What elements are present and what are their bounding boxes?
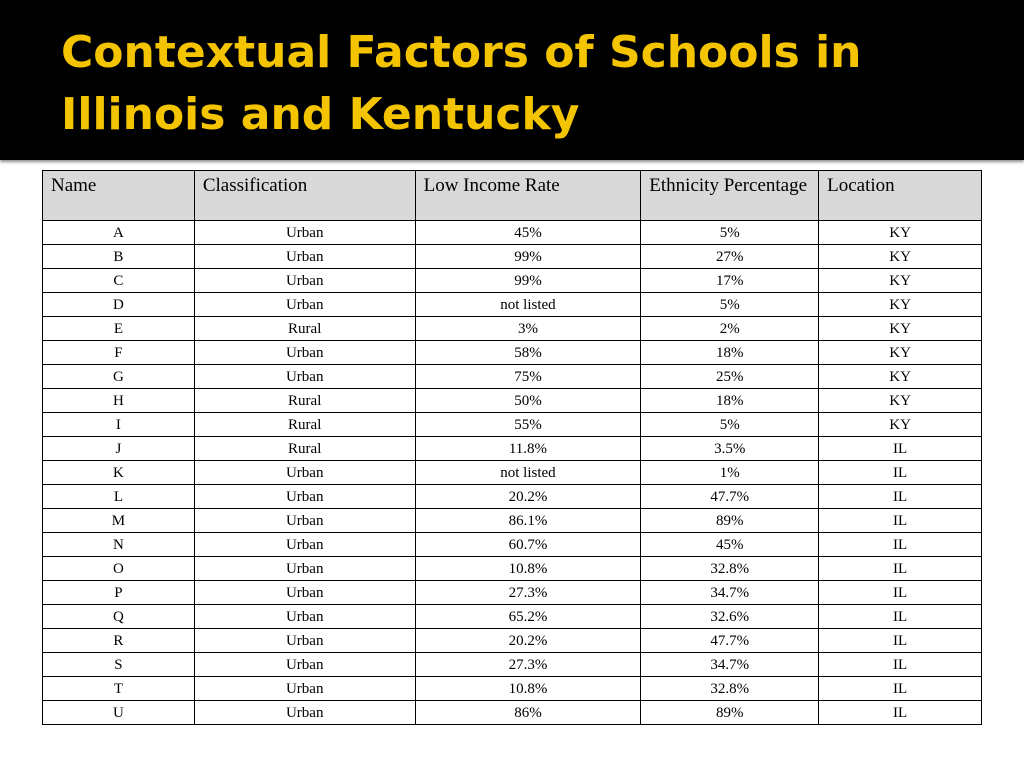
table-row bbox=[43, 269, 982, 293]
cell-ethnicity-percentage: 34.7% bbox=[641, 653, 819, 677]
cell-classification: Urban bbox=[194, 557, 415, 581]
cell-ethnicity-percentage: 32.8% bbox=[641, 677, 819, 701]
cell-ethnicity-percentage: 27% bbox=[641, 245, 819, 269]
table-row bbox=[43, 389, 982, 413]
header-low-income-rate: Low Income Rate bbox=[415, 171, 641, 221]
cell-low-income-rate: 86% bbox=[415, 701, 641, 725]
cell-classification: Urban bbox=[194, 533, 415, 557]
cell-classification: Rural bbox=[194, 317, 415, 341]
table-row bbox=[43, 677, 982, 701]
cell-classification: Urban bbox=[194, 677, 415, 701]
cell-low-income-rate: 99% bbox=[415, 245, 641, 269]
cell-location: IL bbox=[819, 437, 982, 461]
cell-name: H bbox=[43, 389, 195, 413]
table-row bbox=[43, 245, 982, 269]
table-row bbox=[43, 293, 982, 317]
cell-low-income-rate: 27.3% bbox=[415, 653, 641, 677]
cell-low-income-rate: 65.2% bbox=[415, 605, 641, 629]
table-row bbox=[43, 413, 982, 437]
cell-ethnicity-percentage: 5% bbox=[641, 293, 819, 317]
cell-classification: Urban bbox=[194, 365, 415, 389]
table-row bbox=[43, 581, 982, 605]
cell-name: S bbox=[43, 653, 195, 677]
cell-classification: Rural bbox=[194, 413, 415, 437]
header-classification: Classification bbox=[194, 171, 415, 221]
cell-name: L bbox=[43, 485, 195, 509]
table-row bbox=[43, 629, 982, 653]
cell-location: KY bbox=[819, 341, 982, 365]
table-row bbox=[43, 437, 982, 461]
cell-low-income-rate: 11.8% bbox=[415, 437, 641, 461]
cell-name: R bbox=[43, 629, 195, 653]
table-header-row bbox=[43, 171, 982, 221]
table-row bbox=[43, 557, 982, 581]
cell-classification: Urban bbox=[194, 509, 415, 533]
cell-name: N bbox=[43, 533, 195, 557]
cell-low-income-rate: 3% bbox=[415, 317, 641, 341]
cell-ethnicity-percentage: 18% bbox=[641, 389, 819, 413]
cell-ethnicity-percentage: 5% bbox=[641, 413, 819, 437]
cell-location: KY bbox=[819, 389, 982, 413]
cell-low-income-rate: 10.8% bbox=[415, 557, 641, 581]
table-row bbox=[43, 701, 982, 725]
cell-low-income-rate: 50% bbox=[415, 389, 641, 413]
cell-name: G bbox=[43, 365, 195, 389]
cell-ethnicity-percentage: 89% bbox=[641, 509, 819, 533]
cell-low-income-rate: 27.3% bbox=[415, 581, 641, 605]
cell-low-income-rate: 10.8% bbox=[415, 677, 641, 701]
cell-ethnicity-percentage: 1% bbox=[641, 461, 819, 485]
cell-name: K bbox=[43, 461, 195, 485]
table-row bbox=[43, 605, 982, 629]
cell-name: D bbox=[43, 293, 195, 317]
cell-ethnicity-percentage: 32.8% bbox=[641, 557, 819, 581]
cell-name: Q bbox=[43, 605, 195, 629]
cell-location: IL bbox=[819, 653, 982, 677]
slide-title: Contextual Factors of Schools in Illinois and Kentucky bbox=[61, 27, 862, 140]
cell-location: IL bbox=[819, 701, 982, 725]
cell-ethnicity-percentage: 45% bbox=[641, 533, 819, 557]
cell-low-income-rate: 99% bbox=[415, 269, 641, 293]
cell-name: A bbox=[43, 221, 195, 245]
cell-ethnicity-percentage: 3.5% bbox=[641, 437, 819, 461]
cell-location: KY bbox=[819, 245, 982, 269]
cell-location: IL bbox=[819, 509, 982, 533]
cell-low-income-rate: 20.2% bbox=[415, 629, 641, 653]
header-ethnicity-percentage: Ethnicity Percentage bbox=[641, 171, 819, 221]
cell-location: KY bbox=[819, 365, 982, 389]
cell-low-income-rate: 60.7% bbox=[415, 533, 641, 557]
cell-classification: Urban bbox=[194, 293, 415, 317]
cell-classification: Rural bbox=[194, 437, 415, 461]
header-name: Name bbox=[43, 171, 195, 221]
cell-location: KY bbox=[819, 317, 982, 341]
cell-name: J bbox=[43, 437, 195, 461]
cell-name: M bbox=[43, 509, 195, 533]
cell-classification: Urban bbox=[194, 581, 415, 605]
cell-location: KY bbox=[819, 413, 982, 437]
cell-location: KY bbox=[819, 221, 982, 245]
cell-classification: Urban bbox=[194, 701, 415, 725]
cell-classification: Urban bbox=[194, 629, 415, 653]
table-row bbox=[43, 221, 982, 245]
cell-location: IL bbox=[819, 485, 982, 509]
cell-ethnicity-percentage: 47.7% bbox=[641, 629, 819, 653]
cell-low-income-rate: 75% bbox=[415, 365, 641, 389]
cell-ethnicity-percentage: 17% bbox=[641, 269, 819, 293]
cell-location: IL bbox=[819, 461, 982, 485]
cell-low-income-rate: 58% bbox=[415, 341, 641, 365]
table-row bbox=[43, 365, 982, 389]
table-row bbox=[43, 509, 982, 533]
cell-ethnicity-percentage: 89% bbox=[641, 701, 819, 725]
cell-name: T bbox=[43, 677, 195, 701]
cell-location: KY bbox=[819, 269, 982, 293]
cell-classification: Urban bbox=[194, 653, 415, 677]
cell-name: O bbox=[43, 557, 195, 581]
title-bar bbox=[0, 0, 1024, 160]
cell-location: IL bbox=[819, 581, 982, 605]
table-row bbox=[43, 341, 982, 365]
table-row bbox=[43, 653, 982, 677]
cell-classification: Urban bbox=[194, 605, 415, 629]
cell-classification: Urban bbox=[194, 269, 415, 293]
table-row bbox=[43, 533, 982, 557]
cell-name: P bbox=[43, 581, 195, 605]
cell-ethnicity-percentage: 34.7% bbox=[641, 581, 819, 605]
schools-table bbox=[42, 170, 982, 725]
cell-classification: Urban bbox=[194, 245, 415, 269]
cell-classification: Urban bbox=[194, 461, 415, 485]
cell-ethnicity-percentage: 25% bbox=[641, 365, 819, 389]
cell-location: IL bbox=[819, 605, 982, 629]
cell-location: IL bbox=[819, 533, 982, 557]
cell-low-income-rate: not listed bbox=[415, 293, 641, 317]
cell-low-income-rate: 20.2% bbox=[415, 485, 641, 509]
cell-ethnicity-percentage: 18% bbox=[641, 341, 819, 365]
table-row bbox=[43, 461, 982, 485]
cell-ethnicity-percentage: 32.6% bbox=[641, 605, 819, 629]
cell-location: IL bbox=[819, 677, 982, 701]
cell-classification: Urban bbox=[194, 341, 415, 365]
cell-classification: Rural bbox=[194, 389, 415, 413]
cell-name: B bbox=[43, 245, 195, 269]
cell-name: U bbox=[43, 701, 195, 725]
cell-ethnicity-percentage: 47.7% bbox=[641, 485, 819, 509]
cell-location: IL bbox=[819, 629, 982, 653]
table-row bbox=[43, 485, 982, 509]
cell-ethnicity-percentage: 5% bbox=[641, 221, 819, 245]
cell-name: I bbox=[43, 413, 195, 437]
table-body bbox=[43, 221, 982, 725]
cell-low-income-rate: 45% bbox=[415, 221, 641, 245]
cell-ethnicity-percentage: 2% bbox=[641, 317, 819, 341]
cell-name: F bbox=[43, 341, 195, 365]
cell-location: IL bbox=[819, 557, 982, 581]
cell-classification: Urban bbox=[194, 221, 415, 245]
header-location: Location bbox=[819, 171, 982, 221]
cell-classification: Urban bbox=[194, 485, 415, 509]
table-row bbox=[43, 317, 982, 341]
cell-name: E bbox=[43, 317, 195, 341]
cell-location: KY bbox=[819, 293, 982, 317]
cell-name: C bbox=[43, 269, 195, 293]
cell-low-income-rate: 55% bbox=[415, 413, 641, 437]
cell-low-income-rate: not listed bbox=[415, 461, 641, 485]
cell-low-income-rate: 86.1% bbox=[415, 509, 641, 533]
